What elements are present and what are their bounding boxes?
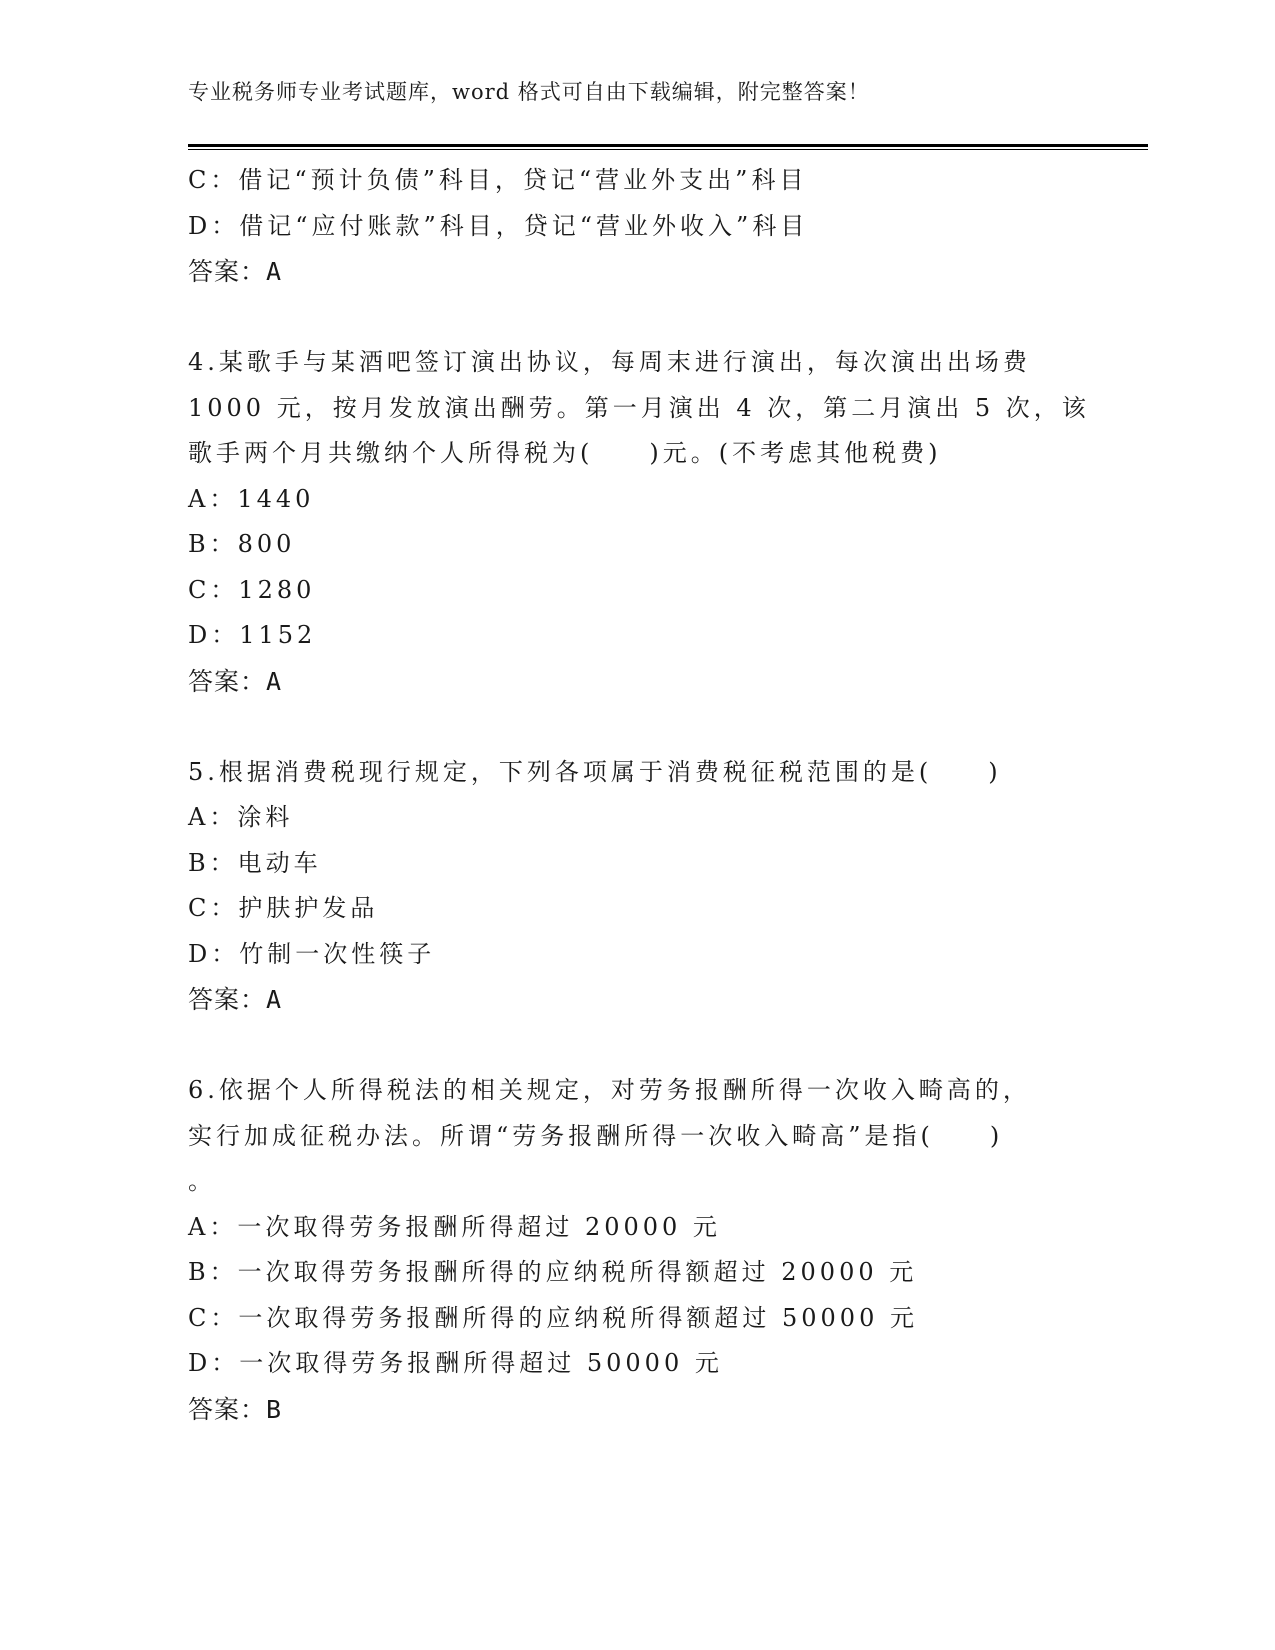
- question-stem-line: 歌手两个月共缴纳个人所得税为( )元。(不考虑其他税费): [188, 439, 942, 467]
- header-divider-thick: [188, 144, 1148, 147]
- page-header-title: 专业税务师专业考试题库，word 格式可自由下载编辑，附完整答案！: [188, 80, 870, 104]
- option-a: A：涂料: [188, 803, 294, 831]
- answer-line: 答案：A: [188, 257, 283, 286]
- question-6: [188, 1068, 1088, 1432]
- option-b: B：电动车: [188, 848, 322, 877]
- question-stem-line: 5.根据消费税现行规定，下列各项属于消费税征税范围的是( ): [188, 757, 1002, 786]
- question-4: [188, 340, 1088, 704]
- option-d: D：一次取得劳务报酬所得超过 50000 元: [188, 1349, 723, 1377]
- option-d: D：借记“应付账款”科目，贷记“营业外收入”科目: [188, 211, 809, 240]
- option-a: A：一次取得劳务报酬所得超过 20000 元: [188, 1212, 721, 1241]
- question-stem-line: 4.某歌手与某酒吧签订演出协议，每周末进行演出，每次演出出场费: [188, 348, 1031, 376]
- option-b: B：800: [188, 530, 296, 558]
- spacer: [188, 704, 1088, 750]
- option-c: C：1280: [188, 575, 316, 604]
- spacer: [188, 1023, 1088, 1069]
- question-stem-line: 。: [188, 1167, 216, 1195]
- question-stem-line: 6.依据个人所得税法的相关规定，对劳务报酬所得一次收入畸高的，: [188, 1076, 1031, 1104]
- option-c: C：借记“预计负债”科目，贷记“营业外支出”科目: [188, 166, 808, 194]
- answer-line: 答案：A: [188, 666, 283, 696]
- header-divider-thin: [188, 149, 1148, 150]
- question-5: [188, 750, 1088, 1023]
- question-content: [188, 158, 1088, 1432]
- question-stem-line: 实行加成征税办法。所谓“劳务报酬所得一次收入畸高”是指( ): [188, 1121, 1004, 1150]
- question-stem-line: 1000 元，按月发放演出酬劳。第一月演出 4 次，第二月演出 5 次，该: [188, 393, 1090, 422]
- option-c: C：护肤护发品: [188, 894, 379, 922]
- option-b: B：一次取得劳务报酬所得的应纳税所得额超过 20000 元: [188, 1258, 918, 1286]
- spacer: [188, 295, 1088, 341]
- option-c: C：一次取得劳务报酬所得的应纳税所得额超过 50000 元: [188, 1303, 918, 1332]
- answer-line: 答案：A: [188, 985, 283, 1014]
- header-divider: [188, 144, 1148, 150]
- question-3-continuation: [188, 158, 1088, 295]
- answer-line: 答案：B: [188, 1394, 283, 1424]
- option-a: A：1440: [188, 484, 315, 513]
- option-d: D：竹制一次性筷子: [188, 939, 436, 968]
- option-d: D：1152: [188, 621, 317, 649]
